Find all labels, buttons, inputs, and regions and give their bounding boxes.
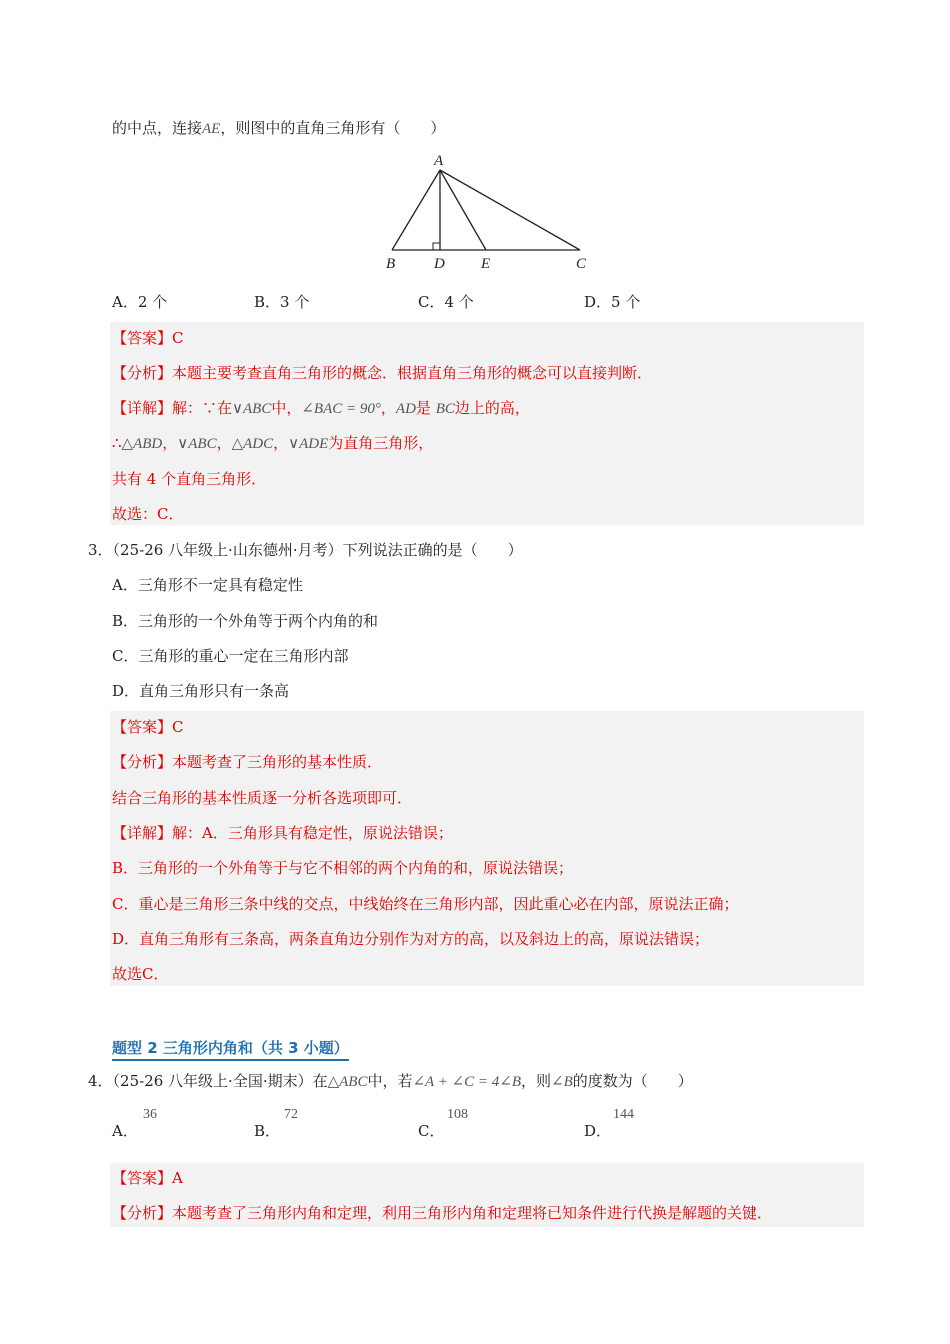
q2-detail-math-bc: BC [435, 401, 455, 417]
q4-stem-text: ，则 [521, 1072, 552, 1090]
q2-detail-math-ad: AD [395, 401, 416, 417]
q2-detail-sep: ， [162, 434, 178, 452]
q4-answer-value: A [172, 1169, 183, 1187]
q2-option-b: B．3 个 [254, 293, 310, 311]
q3-analysis-text: 本题考查了三角形的基本性质． [172, 753, 383, 771]
q2-detail-line-2 [112, 433, 433, 454]
q2-answer [112, 328, 184, 348]
q2-answer-tag: 【答案】 [112, 329, 173, 347]
q2-detail-text: ， [380, 399, 396, 417]
q4-option-a-label: A． [112, 1122, 138, 1140]
q3-option-d: D．直角三角形只有一条高 [112, 682, 290, 700]
q3-stem: 3．（25-26 八年级上·山东德州·月考）下列说法正确的是（ ） [88, 541, 523, 559]
q2-analysis [112, 363, 652, 383]
q4-option-a-value: 36 [143, 1107, 157, 1122]
q4-option-c-value: 108 [447, 1107, 468, 1122]
q2-detail-line-4: 故选：C． [112, 505, 184, 523]
label-e: E [481, 256, 491, 272]
q2-answer-value: C [172, 329, 184, 347]
q2-detail-tag: 【详解】 [112, 399, 173, 417]
side-ac [440, 170, 580, 250]
q4-option-d-value: 144 [613, 1107, 634, 1122]
label-a: A [434, 153, 444, 169]
q2-detail-line-1 [112, 398, 530, 419]
q4-option-d-label: D． [584, 1122, 612, 1140]
q2-detail-math-abc: ∨ABC [232, 401, 272, 417]
q2-detail-text: 为直角三角形， [328, 434, 434, 452]
q2-detail-math-angle: ∠BAC = 90° [301, 401, 381, 417]
q2-detail-text: 是 [415, 399, 436, 417]
label-c: C [576, 256, 587, 272]
q3-detail-text: 解：A．三角形具有稳定性，原说法错误； [172, 824, 453, 842]
q3-answer [112, 717, 184, 737]
q4-option-b-label: B． [254, 1122, 281, 1140]
q2-detail-sep: ， [273, 434, 289, 452]
q2-detail-text: 解：∵在 [172, 399, 233, 417]
segment-ae [440, 170, 486, 250]
q4-stem-math-cond: ∠A + ∠C = 4∠B [412, 1074, 521, 1090]
q3-detail-line-4: D．直角三角形有三条高，两条直角边分别作为对方的高，以及斜边上的高，原说法错误； [112, 930, 710, 948]
label-d: D [434, 256, 445, 272]
q3-option-b: B．三角形的一个外角等于两个内角的和 [112, 612, 379, 630]
section-heading: 题型 2 三角形内角和（共 3 小题） [112, 1037, 349, 1061]
q2-detail-math-t4: ∨ADE [288, 436, 329, 452]
q2-option-a: A．2 个 [112, 293, 168, 311]
q2-detail-line-3: 共有 4 个直角三角形． [112, 470, 267, 488]
q2-detail-math-t1: △ABD [121, 436, 163, 452]
q3-detail-tag: 【详解】 [112, 824, 173, 842]
q2-detail-math-t2: ∨ABC [177, 436, 217, 452]
q2-stem-text: 的中点，连接 [112, 119, 203, 137]
q2-analysis-text: 本题主要考查直角三角形的概念．根据直角三角形的概念可以直接判断． [172, 364, 653, 382]
q4-analysis [112, 1203, 772, 1223]
q4-answer [112, 1168, 183, 1188]
q4-stem-text: 的度数为（ ） [572, 1072, 693, 1090]
q4-stem [88, 1071, 693, 1092]
q2-detail-sep: ， [216, 434, 232, 452]
q4-stem-text: 4．（25-26 八年级上·全国·期末）在 [88, 1072, 328, 1090]
q3-answer-value: C [172, 718, 184, 736]
right-angle-mark [433, 243, 440, 250]
q3-option-a: A．三角形不一定具有稳定性 [112, 576, 303, 594]
q4-option-b-value: 72 [284, 1107, 298, 1122]
q3-analysis-line-2: 结合三角形的基本性质逐一分析各选项即可． [112, 789, 413, 807]
q3-detail-line-1 [112, 823, 453, 843]
q4-stem-math-angle: ∠B [551, 1074, 573, 1090]
q2-answer-box [110, 322, 864, 525]
q2-detail-text: 中， [271, 399, 302, 417]
q3-analysis [112, 752, 382, 772]
q2-detail-math-t3: △ADC [231, 436, 274, 452]
q3-answer-tag: 【答案】 [112, 718, 173, 736]
side-ab [392, 170, 440, 250]
triangle-figure [380, 150, 600, 275]
q2-stem-end: ，则图中的直角三角形有（ ） [220, 119, 446, 137]
q4-analysis-text: 本题考查了三角形内角和定理，利用三角形内角和定理将已知条件进行代换是解题的关键． [172, 1204, 773, 1222]
q4-analysis-tag: 【分析】 [112, 1204, 173, 1222]
q2-detail-text: 边上的高， [454, 399, 530, 417]
q2-analysis-tag: 【分析】 [112, 364, 173, 382]
q4-stem-math-tri: △ABC [327, 1074, 368, 1090]
q3-option-c: C．三角形的重心一定在三角形内部 [112, 647, 349, 665]
q2-stem [112, 118, 445, 139]
q4-option-c-label: C． [418, 1122, 445, 1140]
q4-answer-tag: 【答案】 [112, 1169, 173, 1187]
label-b: B [386, 256, 396, 272]
q2-stem-ae: AE [202, 121, 221, 137]
q4-stem-text: 中，若 [367, 1072, 413, 1090]
q3-detail-line-5: 故选C． [112, 965, 169, 983]
q2-option-c: C．4 个 [418, 293, 474, 311]
q3-detail-line-2: B．三角形的一个外角等于与它不相邻的两个内角的和，原说法错误； [112, 859, 574, 877]
q3-analysis-tag: 【分析】 [112, 753, 173, 771]
q3-detail-line-3: C．重心是三角形三条中线的交点，中线始终在三角形内部，因此重心必在内部，原说法正确； [112, 895, 739, 913]
q2-detail-therefore: ∴ [112, 434, 122, 452]
q2-option-d: D．5 个 [584, 293, 641, 311]
